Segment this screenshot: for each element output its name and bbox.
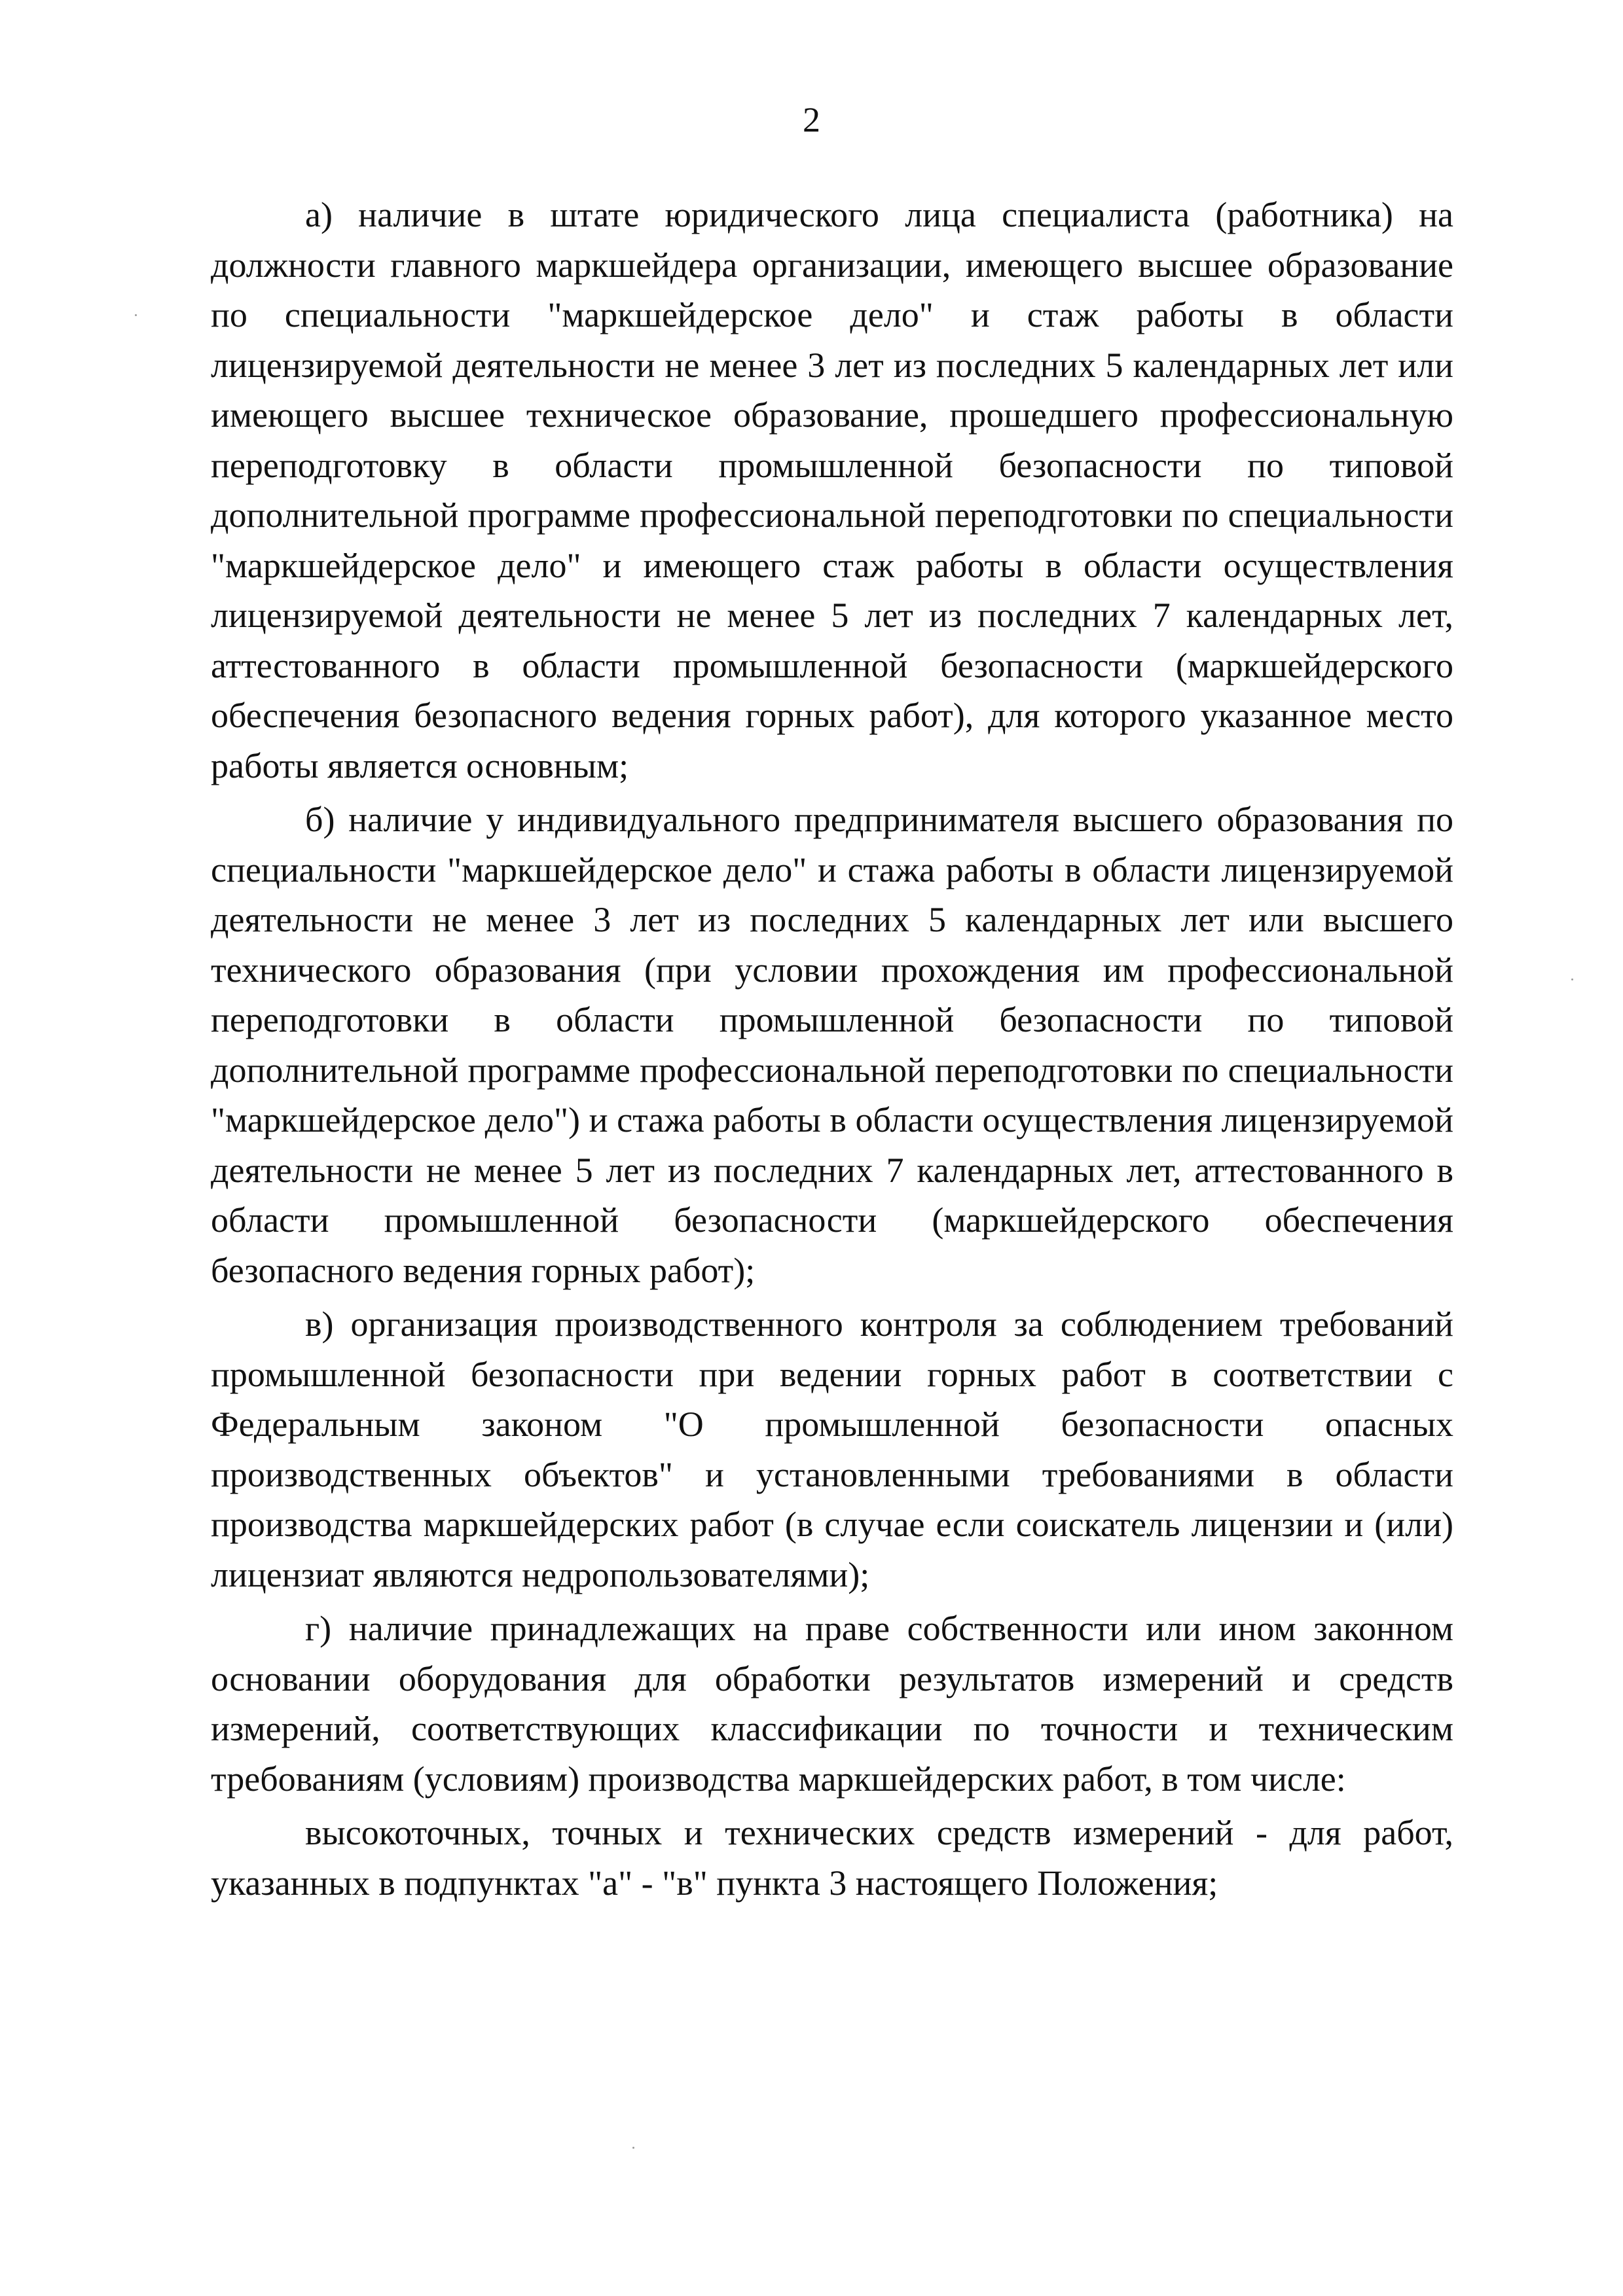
scan-speck bbox=[632, 2147, 634, 2149]
paragraph-b: б) наличие у индивидуального предпринимателя высшего образования по специальности "маркшейдерское дело" и стажа работы в области лицензируемой деятельности не менее 3 лет из последних 5 календарных лет или высшего технического образования (при условии прохождения им профессиональной переподготовки в области промышленной безопасности по типовой дополнительной программе профессиональной переподготовки по специальности "маркшейдерское дело") и стажа работы в области осуществления лицензируемой деятельности не менее 5 лет из последних 7 календарных лет, аттестованного в области промышленной безопасности (маркшейдерского обеспечения безопасного ведения горных работ); bbox=[211, 800, 1453, 1290]
scan-speck bbox=[135, 314, 137, 316]
paragraph-a: а) наличие в штате юридического лица специалиста (работника) на должности главного маркшейдера организации, имеющего высшее образование по специальности "маркшейдерское дело" и стаж работы в области лицензируемой деятельности не менее 3 лет из последних 5 календарных лет или имеющего высшее техническое образование, прошедшего профессиональную переподготовку в области промышленной безопасности по типовой дополнительной программе профессиональной переподготовки по специальности "маркшейдерское дело" и имеющего стаж работы в области осуществления лицензируемой деятельности не менее 5 лет из последних 7 календарных лет, аттестованного в области промышленной безопасности (маркшейдерского обеспечения безопасного ведения горных работ), для которого указанное место работы является основным; bbox=[211, 195, 1453, 785]
scan-speck bbox=[1571, 978, 1573, 980]
paragraph-sub-item: высокоточных, точных и технических средств измерений - для работ, указанных в подпунктах "а" - "в" пункта 3 настоящего Положения; bbox=[211, 1813, 1453, 1903]
paragraph-g: г) наличие принадлежащих на праве собственности или ином законном основании оборудования для обработки результатов измерений и средств измерений, соответствующих классификации по точности и техническим требованиям (условиям) производства маркшейдерских работ, в том числе: bbox=[211, 1609, 1453, 1799]
paragraph-v: в) организация производственного контроля за соблюдением требований промышленной безопасности при ведении горных работ в соответствии с Федеральным законом "О промышленной безопасности опасных производственных объектов" и установленными требованиями в области производства маркшейдерских работ (в случае если соискатель лицензии и (или) лицензиат являются недропользователями); bbox=[211, 1304, 1453, 1594]
document-body bbox=[211, 190, 1453, 1908]
page-number: 2 bbox=[803, 100, 820, 139]
